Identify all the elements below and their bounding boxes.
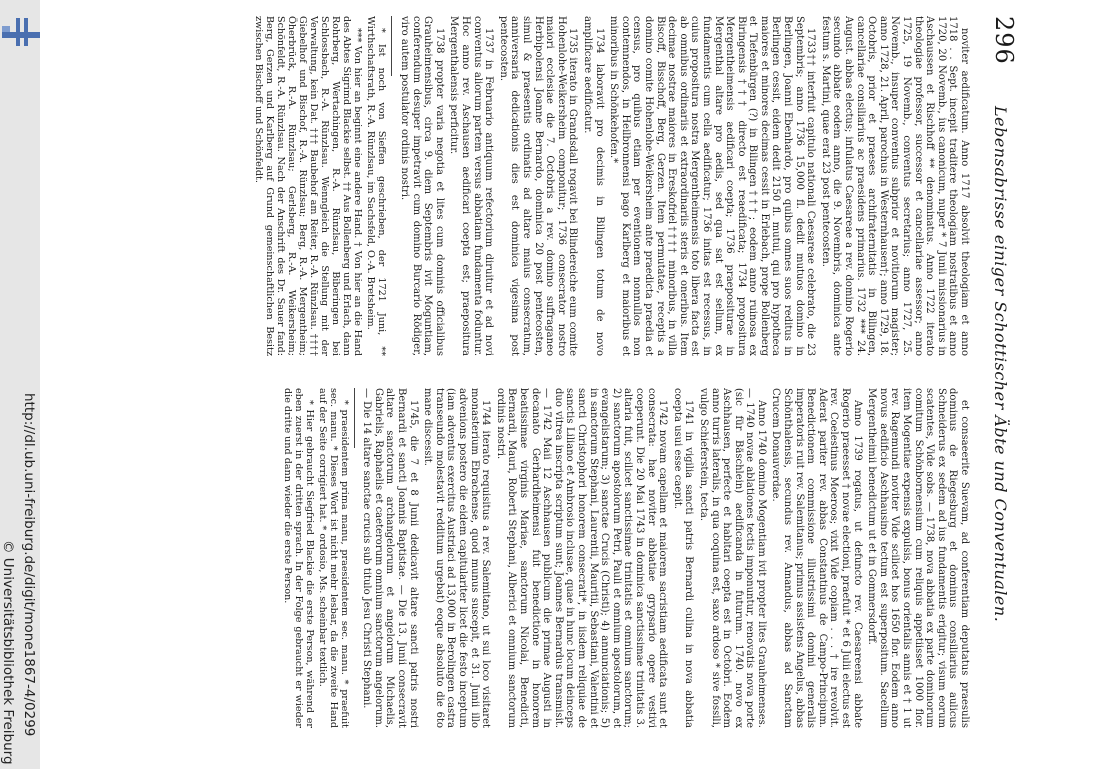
library-logo-icon xyxy=(2,10,40,48)
left-text-column xyxy=(140,16,970,356)
running-title: Lebensabrisse einiger Schottischer Äbte und Conventualen. xyxy=(991,106,1010,623)
footnote: * Ist noch von Sieffen geschrieben, der 1721 Juni, ** Wirthschaftsrath, R.-A. Rünzlsau, im Sachsfeld, O.-A. Bretsheim. xyxy=(365,16,388,356)
copyright-notice: © Universitätsbibliothek Freiburg xyxy=(0,540,16,765)
paragraph: 1742 novam capellam et maiorem sacristiam aedificata sunt et consecrata: hae noviter abbatiae grypsario opere vestivi coeperunt. Die 20 Mai 1743 in dominica sanctissimae trinitatis 3. altaria fuit, scilicet sanctissimae trinitatis et omnium sanctorum; 2) sanctorum apostolorum Petri, Pauli et omnium apostolorum, et evangelistarum; 3) sanctae Crucis (Christi); 4) annunciationis; 5) in sanctorum Stephani, Laurentii, Mauritii, Sebastiani, Valentini et sancti Christophori honorem consecrati*, in iisdem reliquiae de sanctis Liliano et Ambrosio inclusae, quae in hunc locum deinceps duo vitrea inscripta scriptum sunt; Joannes Bernardus transmisit. — 1742 Maii 12 Aschhausen publicum die primae Augusti in decanato Gerhardheimensi fuit benedictione in honorem beatissimae virginis Mariae, sanctorum Nicolai, Benedicti, Bernardi, Mauri, Roberti Stephani, Alberici et omnium sanctorum ordinis nostri. xyxy=(494,388,669,728)
paragraph: Anno 1739 rogatus, ut defuncto rev. Caesareensi abbate Rogerio praeesset † novae electioni, praefuit * et 6 Julii electus est rev. Coelestinus Moeroos; vixit Vide copiam . . . † ire revolvit. Aderat pariter rev. abbas Constantinus de Campo-Principum. Benedictionem commissione illustrissimi domini generalis imperatoris ruit rev. Salemitanus; primus assistens Angelus, abbas Schönthalensis, secundus rev. Amandus, abbas ad Sanctam Crucem Donauverdae. xyxy=(770,388,863,728)
footnote-divider xyxy=(354,388,355,448)
footnote: * praesidentem prima manu, praesidentem sec. manu. * praefuit sec. manu. * Dieses Wort ist nicht mehr lesbar, da die zweite Hand auf der Seite corrigiert hat. * ordosio, Ms. scheinbar textlich. xyxy=(316,388,350,728)
scanned-page xyxy=(118,16,1018,746)
paragraph: et consaeerite Suevam, ad conferentiam deputatus praesulis dominus de Riegesburg et dominus consiliarius aulicus Schneiderus ex sedem ad ius fundamentis erigitur; visum eorum scatentes, Vide sobs. — 1738, nova abbatia ex parte dominorum comitum Schönbornensium cum reliquis appetiisset 1000 flor. item Mogentiae expensis expulsis, bonus orientalis annis et † 1 ut rev. Ragemundi noviter Vide scilicet hos 1650 flor. Eodem anno novus aedificio Aschhausino tectum est superpositum. Sacellum Mergentheimii benedictum ut et in Gommersdorff. xyxy=(866,388,970,728)
scan-margin xyxy=(0,0,40,769)
paragraph: 1745, die 7 et 8 Junii dedicavit altare sancti patris nostri Bernardi et sancti Joannis Baptistae. — Die 13. Junii consecravit altare sanctorum archangelorum et angelorum Michaelis, Gabrielis, Raphaelis et caeterorum omnium sanctorum angelorum. — Die 14 altare sanctae crucis sub titulo Jesu Christi Stephani. xyxy=(361,388,419,728)
page-number: 296 xyxy=(990,16,1018,65)
paragraph: noviter aedificatum. Anno 1717 absolvit theologiam et anno 1718 . . Sept. incepit traditere theologiam nostratibus et anno 1720, 20 Novemb., ius canonicum, nuper * 7 Junii missionarius in Aschaussen et Rischhoff ** denominatus. Anno 1722 iterato theologiae professor, successor et cancellariae assessor; anno 1725, 19 Novemb., conventus secretarius; anno 1727, 25. Novemb., insuper conventus subprior et novitiorum magister; anno 1728, 21. April, parochus in Westernhausen†; anno 1729, 18. Octobris, prior et praeses archifraternitatis in Bilingen, cancellariae consiliarius ac praesidens primarius. 1732 *** 24. August. abbas electus; infulatus Caesareae a rev. domino Rogerio secundo abbate eodem anno, die 9. Novembris, dominica ante festum s. Martini, quae erat 23 post pentecosten. xyxy=(819,16,970,356)
paragraph: 1744 iterato requisitus a rev. Salemitano, ut sui loco visitaret monasterium Ebrachense, quod munus suscepit, et 31. Junii illo advenions postero die eidem capitulariter licet die festo inceptum (iam adventus exercitus Austriaci ad 13,000 in Berolingen castra transeundo molestavit redditum urgebat) eoque absoluto die 6to mane discessit. xyxy=(422,388,492,728)
page-header xyxy=(974,16,1018,746)
paragraph: 1734 laboravit pro decimis in Bilingen totum de novo amplificare aedificatur. xyxy=(582,16,605,356)
paragraph: 1733†† interfuit capitulo nationali Caesareae celebrato, die 23 Septembris; anno 1736 15,000 fl. dedit mutuos domino in Berlingen, Joanni Ebenhardo, pro quibus omnes suos reditus in Berlingen cessit, eidem dedit 2150 fl. mutui, qui pro hypotheca maiores et minores decimas cessit in Erlebach, prope Bollenberg et Tiefenbürgen (?) in Bilingen†††; eodem anno ruinosa ex Biringensis††† directo est reaedificata; 1734 propositura Mergentheimensis aedificari coepta; 1736 praepositurae in Mergenthal altare pro aedis, sed qua sat est sellum, ex fundamentis cum cella aedificatur; 1736 initas est recessus, in cuius propositura nostra Mergentheimensis toto libera facta est ab omnibus ordinariis et extraordinariis steris et oneribus. Item decimae nostrae maiores in Ereskofriel†††† minoribus, in villa Biscoff, Bisschoff, Berg, Gerzen. Item permutatae, receptis a domino comite Hohenlohe-Weikersheim ante praedicta praedia et census, pro quibus etiam per eventionem nonnullos non contemnendos, in Heilbronnensi pago Karlberg et maioribus et minoribus in Schönkehofen.* xyxy=(608,16,817,356)
paragraph: 1737 in Februario antiquum refectorium diruitur et ad novi conventus aliorum partem versus abbatiam fundamenta foduntur. Hoc anno rev. Aschausen aedificari coepta est; praepositura Mergenthalensis perficitur. xyxy=(448,16,495,356)
right-text-column xyxy=(140,388,970,728)
paragraph: 1741 in vigilia sancti patris Bernardi culina in nova abbatia coepta usui esse caepit. xyxy=(671,388,695,728)
source-url-link[interactable]: http://dl.ub.uni-freiburg.de/digit/mone1867-4/0299 xyxy=(21,393,37,737)
footnote-divider xyxy=(392,16,393,76)
paragraph: 1735 iterato in Grandsdall rogavit bei Blindereiche eum comite Hohenlohe-Weikersheim componitur; 1736 consecrator nostro maiori ecclesiae die 7. Octobris a rev. domino suffraganeo Herbipolensi Joanne Bernardo, dominica 20 post pentecosten, simul & praesentis ordinatis ad altare maius consecratum, anniversaria dedicationis dies est dominica vigesima post pentecosten. xyxy=(497,16,579,356)
paragraph: 1738 propter varia negotia et lites cum dominis officialibus Grauheimensibus, circa 9. diem Septembris ivit Moguntiam, conferendum desuper impetravit cum domino Burcario Rödiger, viro autem postulator ordinis nostri. xyxy=(399,16,445,356)
paragraph: Anno 1740 domino Mogentiam ivit propter lites Grauheimenses. — 1740 novae ablationes tectis imponuntur, renovatis nova porte (sic für Bäschlein) aedificanda in futurum. 1740. novo ex Aschhausen, perfecte et habitari coepta est in Octobri. Eodem anno turris lateralis, in qua coquina est, saxo ardoso * sive fossili, vulgo Schieferstein, tecta. xyxy=(697,388,767,728)
footnote: *** Von hier an beginnt eine andere Hand. † Von hier an die Hand des Abtes Sigrimd Blackie selbst. †† Aus Bollenberg und Erlach, dann Rohrberg, Wertachingen, R.-A. Rünzlsau, Biberingen bei Schlossbach, R.-A. Rünzlsau. Wenngleich die Stellung mit der Verwaltung, kein Dat. ††† Baubehof am Reiter, R.-A. Rünzlsau. †††† Giebelhof und Bischof, R.-A. Rünzlsau; Berg, R.-A. Mergentheim; Öherbrück, R.-A. Rünzlsau; Gerlsberg, R.-A. Weikersheim; Schönfeldt, R.-A. Rünzlsau. Nach der Anschrift des Dr. Sauer fand: Berg, Gerzen und Karlberg auf Grund gemeinschaftlichen Besitz zwischen Bischoff und Schönfeldt. xyxy=(253,16,364,356)
footnote: * Hier gebraucht Siegfried Blackie die erste Person, während er eben zuerst in der dritten sprach. In der Folge gebraucht er wieder die dritte und dann wieder die erste Person. xyxy=(281,388,315,728)
